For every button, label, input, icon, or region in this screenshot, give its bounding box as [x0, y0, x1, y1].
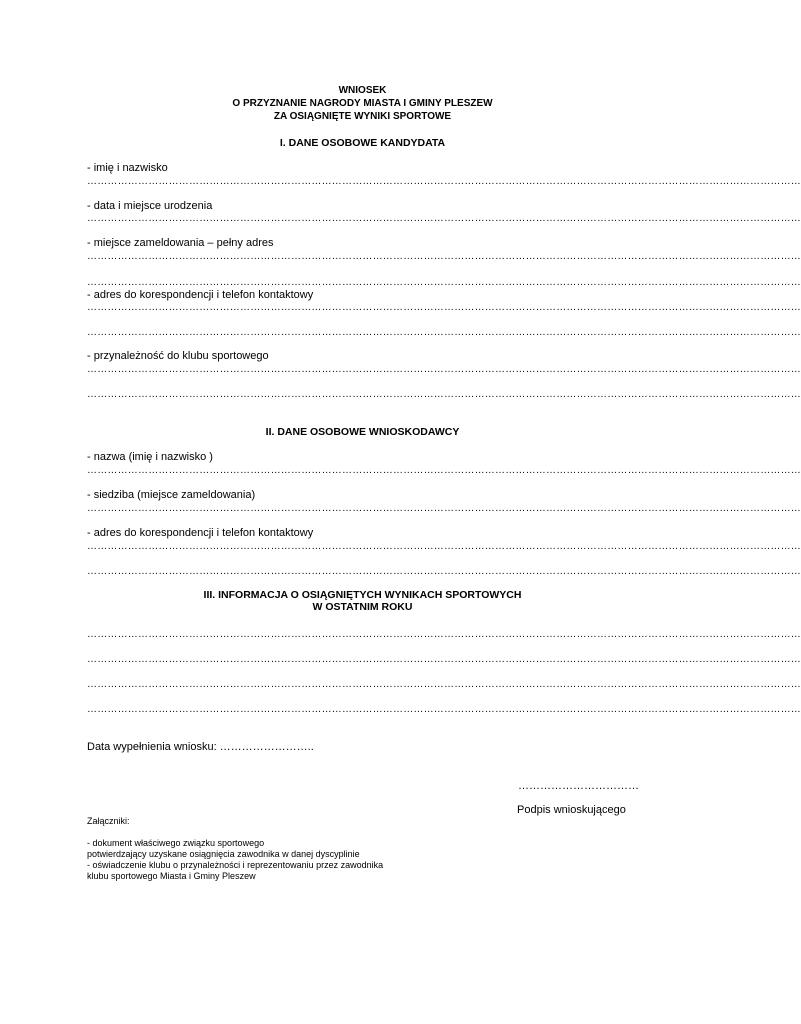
field-label: - przynależność do klubu sportowego: [87, 350, 269, 362]
section-heading: II. DANE OSOBOWE WNIOSKODAWCY: [265, 426, 460, 438]
section-heading: W OSTATNIM ROKU: [312, 601, 413, 613]
fill-line[interactable]: …………………………………………………………………………………………………………………………………………………………………………………………: [87, 541, 801, 552]
field-label: - siedziba (miejsce zameldowania): [87, 489, 256, 501]
document-subtitle: O PRZYZNANIE NAGRODY MIASTA I GMINY PLESZEW: [232, 98, 493, 109]
section-heading: III. INFORMACJA O OSIĄGNIĘTYCH WYNIKACH SPORTOWYCH: [203, 589, 522, 601]
signature-line[interactable]: ……………………………: [518, 780, 639, 792]
fill-line[interactable]: …………………………………………………………………………………………………………………………………………………………………………………………: [87, 389, 801, 400]
fill-date-field[interactable]: Data wypełnienia wniosku: ……………………..: [87, 741, 314, 753]
fill-line[interactable]: …………………………………………………………………………………………………………………………………………………………………………………………: [87, 364, 801, 375]
field-label: - nazwa (imię i nazwisko ): [87, 451, 213, 463]
attachment-item: - oświadczenie klubu o przynależności i reprezentowaniu przez zawodnika: [87, 860, 384, 870]
fill-line[interactable]: …………………………………………………………………………………………………………………………………………………………………………………………: [87, 277, 801, 288]
document-subtitle: ZA OSIĄGNIĘTE WYNIKI SPORTOWE: [273, 111, 452, 122]
fill-line[interactable]: …………………………………………………………………………………………………………………………………………………………………………………………: [87, 302, 801, 313]
attachment-item: - dokument właściwego związku sportowego: [87, 838, 265, 848]
section-heading: I. DANE OSOBOWE KANDYDATA: [279, 137, 446, 149]
document-title: WNIOSEK: [338, 85, 387, 96]
fill-line[interactable]: …………………………………………………………………………………………………………………………………………………………………………………………: [87, 654, 801, 665]
signature-label: Podpis wnioskującego: [517, 804, 626, 816]
fill-line[interactable]: …………………………………………………………………………………………………………………………………………………………………………………………: [87, 327, 801, 338]
fill-line[interactable]: …………………………………………………………………………………………………………………………………………………………………………………………: [87, 704, 801, 715]
fill-line[interactable]: …………………………………………………………………………………………………………………………………………………………………………………………: [87, 465, 801, 476]
fill-line[interactable]: …………………………………………………………………………………………………………………………………………………………………………………………: [87, 629, 801, 640]
field-label: - miejsce zameldowania – pełny adres: [87, 237, 274, 249]
fill-line[interactable]: …………………………………………………………………………………………………………………………………………………………………………………………: [87, 251, 801, 262]
fill-line[interactable]: …………………………………………………………………………………………………………………………………………………………………………………………: [87, 566, 801, 577]
field-label: - adres do korespondencji i telefon kontaktowy: [87, 289, 314, 301]
attachment-item: klubu sportowego Miasta i Gminy Pleszew: [87, 871, 256, 881]
field-label: - data i miejsce urodzenia: [87, 200, 213, 212]
fill-line[interactable]: …………………………………………………………………………………………………………………………………………………………………………………………: [87, 176, 801, 187]
fill-line[interactable]: …………………………………………………………………………………………………………………………………………………………………………………………: [87, 679, 801, 690]
attachments-label: Załączniki:: [87, 816, 130, 826]
field-label: - imię i nazwisko: [87, 162, 168, 174]
fill-line[interactable]: …………………………………………………………………………………………………………………………………………………………………………………………: [87, 503, 801, 514]
fill-line[interactable]: …………………………………………………………………………………………………………………………………………………………………………………………: [87, 213, 801, 224]
field-label: - adres do korespondencji i telefon kontaktowy: [87, 527, 314, 539]
attachment-item: potwierdzający uzyskane osiągnięcia zawodnika w danej dyscyplinie: [87, 849, 360, 859]
